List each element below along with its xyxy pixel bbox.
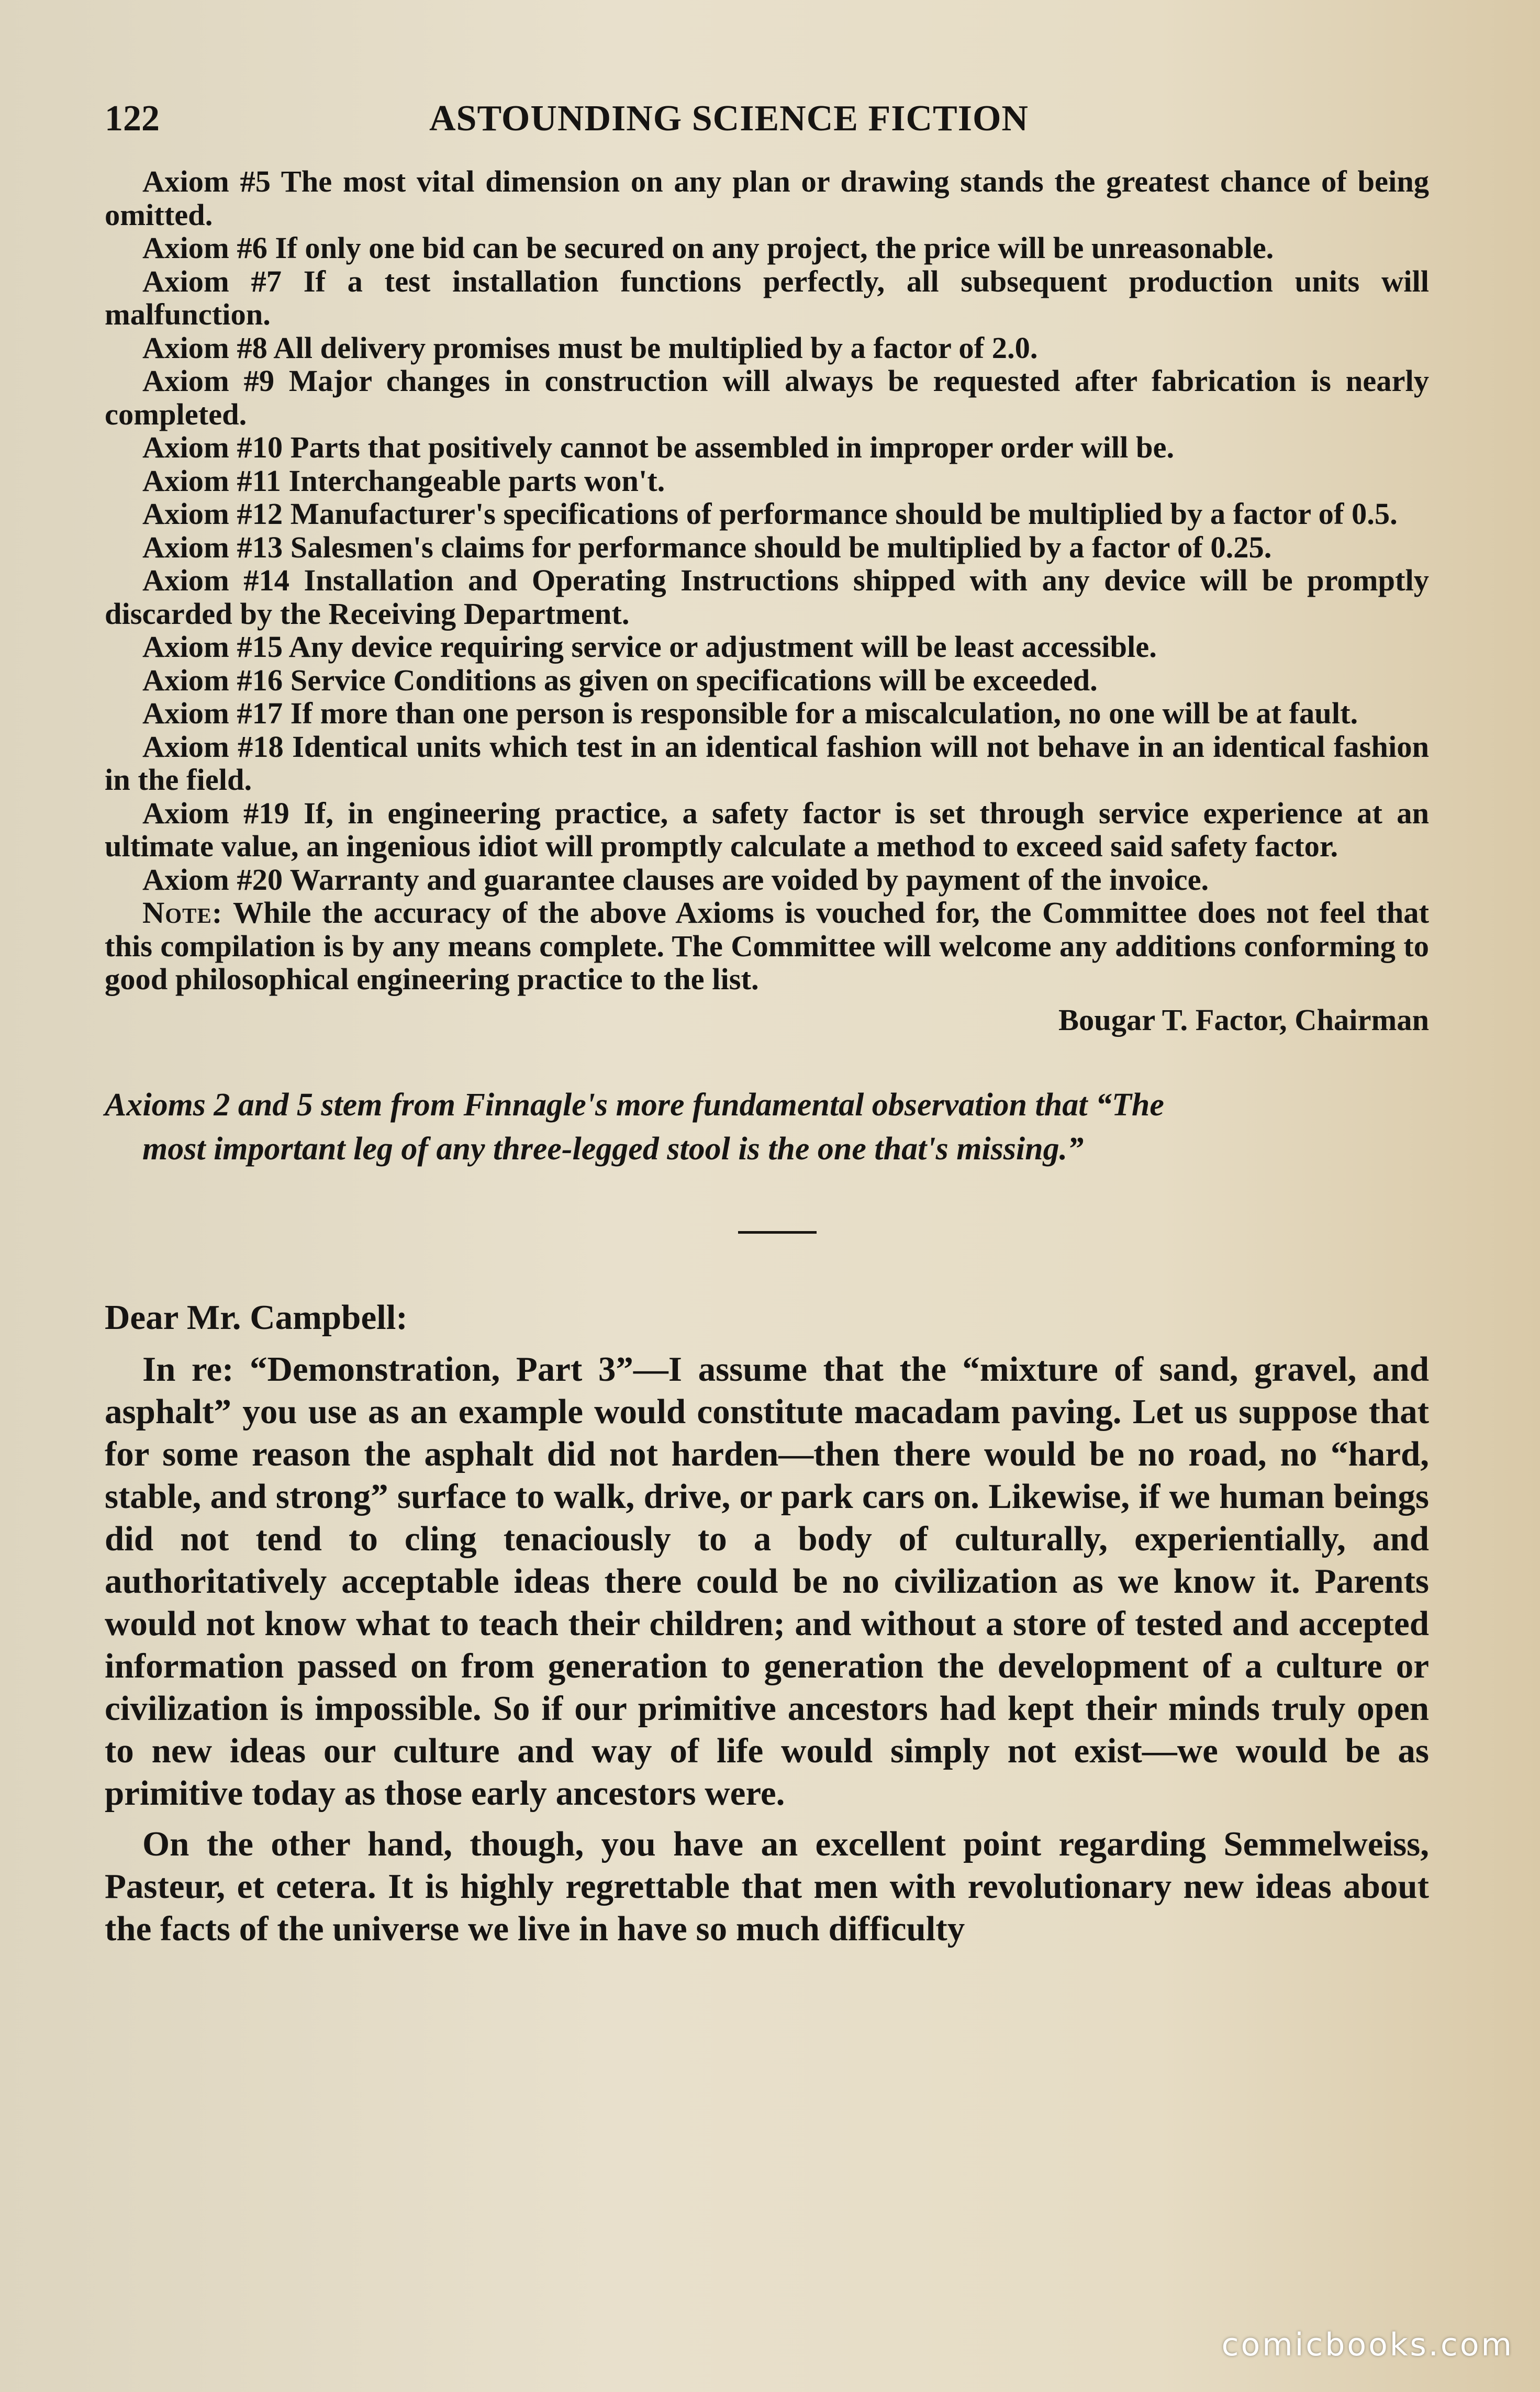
axiom-list: [105, 165, 1429, 996]
axiom-item: Axiom #17 If more than one person is responsible for a miscalculation, no one will be at fault.: [142, 696, 1358, 730]
axiom-item: Axiom #20 Warranty and guarantee clauses are voided by payment of the invoice.: [142, 862, 1209, 897]
note-text: While the accuracy of the above Axioms is vouched for, the Committee does not feel that this compilation is by any means complete. The Committee will welcome any additions conforming to good philosophical engineering practice to the list.: [105, 896, 1429, 996]
letter-salutation: Dear Mr. Campbell:: [105, 1298, 408, 1337]
axiom-item: Axiom #16 Service Conditions as given on specifications will be exceeded.: [142, 663, 1098, 697]
letter-paragraph: On the other hand, though, you have an excellent point regarding Semmelweiss, Pasteur, et cetera. It is highly regrettable that men with revolutionary new ideas about the facts of the universe we live in have so much difficulty: [105, 1824, 1429, 1948]
axiom-item: Axiom #11 Interchangeable parts won't.: [142, 463, 665, 498]
axiom-item: Axiom #6 If only one bid can be secured on any project, the price will be unreasonable.: [142, 231, 1274, 265]
chairman-signature: Bougar T. Factor, Chairman: [1058, 1002, 1429, 1037]
axiom-item: Axiom #5 The most vital dimension on any plan or drawing stands the greatest chance of being omitted.: [105, 164, 1429, 232]
page-header: [105, 92, 1429, 154]
axiom-item: Axiom #19 If, in engineering practice, a safety factor is set through service experience at an ultimate value, an ingenious idiot will promptly calculate a method to exceed said safety factor.: [105, 796, 1429, 863]
magazine-page: [105, 92, 1429, 1950]
axiom-item: Axiom #9 Major changes in construction will always be requested after fabrication is nearly completed.: [105, 364, 1429, 431]
watermark-logo: comicbooks.com: [1221, 2327, 1514, 2363]
axiom-item: Axiom #14 Installation and Operating Instructions shipped with any device will be promptly discarded by the Receiving Department.: [105, 563, 1429, 631]
axiom-item: Axiom #18 Identical units which test in an identical fashion will not behave in an identical fashion in the field.: [105, 729, 1429, 797]
axiom-item: Axiom #10 Parts that positively cannot be assembled in improper order will be.: [142, 430, 1175, 464]
running-title: ASTOUNDING SCIENCE FICTION: [429, 98, 1029, 139]
committee-note: [105, 896, 1429, 996]
axiom-item: Axiom #13 Salesmen's claims for performance should be multiplied by a factor of 0.25.: [142, 530, 1272, 564]
section-divider: [738, 1231, 817, 1234]
editorial-quote-line-2: most important leg of any three-legged stool is the one that's missing.”: [142, 1131, 1084, 1167]
reader-letter: [105, 1296, 1429, 1950]
letter-paragraph: In re: “Demonstration, Part 3”—I assume that the “mixture of sand, gravel, and asphalt” you use as an example would constitute macadam paving. Let us suppose that for some reason the asphalt did not harden—then there would be no road, no “hard, stable, and strong” surface to walk, drive, or park cars on. Likewise, if we human beings did not tend to cling tenaciously to a body of culturally, experientially, and authoritatively acceptable ideas there could be no civilization as we know it. Parents would not know what to teach their children; and without a store of tested and accepted information passed on from generation to generation the development of a culture or civilization is impossible. So if our primitive ancestors had kept their minds truly open to new ideas our culture and way of life would simply not exist—we would be as primitive today as those early ancestors were.: [105, 1349, 1429, 1813]
note-label: Note:: [142, 896, 223, 930]
editorial-quote: [105, 1083, 1429, 1171]
axiom-item: Axiom #7 If a test installation functions perfectly, all subsequent production units will malfunction.: [105, 264, 1429, 331]
axiom-item: Axiom #15 Any device requiring service or adjustment will be least accessible.: [142, 630, 1157, 664]
page-number: 122: [105, 98, 160, 139]
editorial-quote-line-1: Axioms 2 and 5 stem from Finnagle's more fundamental observation that “The: [105, 1087, 1164, 1123]
axiom-item: Axiom #8 All delivery promises must be multiplied by a factor of 2.0.: [142, 330, 1038, 365]
axiom-item: Axiom #12 Manufacturer's specifications of performance should be multiplied by a factor of 0.5.: [142, 497, 1398, 531]
